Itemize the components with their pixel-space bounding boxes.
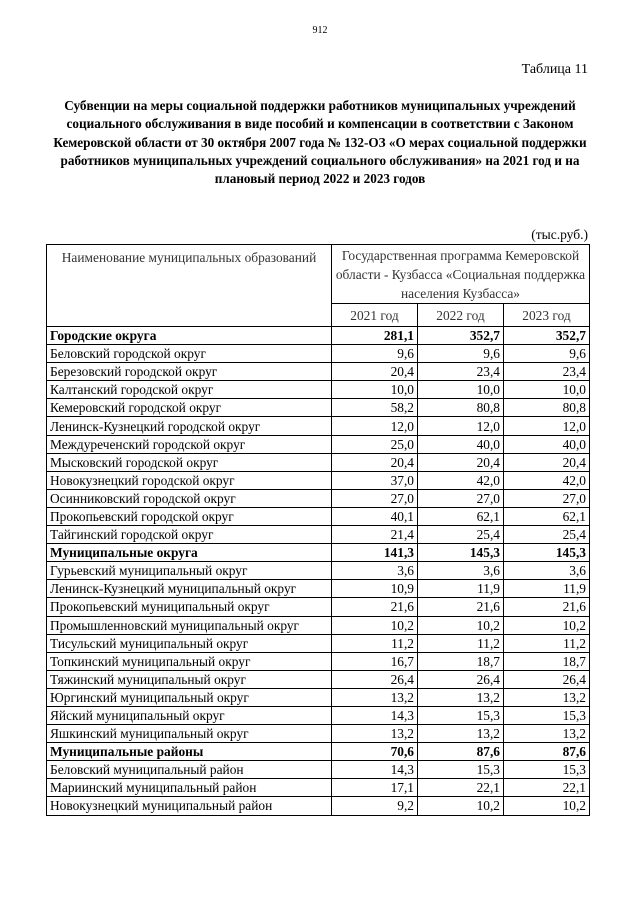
row-name-cell: Междуреченский городской округ: [47, 435, 332, 453]
row-name-cell: Муниципальные районы: [47, 743, 332, 761]
row-value-cell: 15,3: [418, 761, 504, 779]
row-name-cell: Беловский муниципальный район: [47, 761, 332, 779]
row-name-cell: Мариинский муниципальный район: [47, 779, 332, 797]
table-row: [47, 616, 590, 634]
row-value-cell: 13,2: [332, 725, 418, 743]
row-value-cell: 145,3: [418, 544, 504, 562]
row-value-cell: 3,6: [504, 562, 590, 580]
row-value-cell: 58,2: [332, 399, 418, 417]
row-value-cell: 13,2: [504, 725, 590, 743]
row-value-cell: 352,7: [418, 327, 504, 345]
table-row: [47, 453, 590, 471]
row-name-cell: Тисульский муниципальный округ: [47, 634, 332, 652]
table-group-row: [47, 743, 590, 761]
row-value-cell: 9,2: [332, 797, 418, 815]
row-value-cell: 10,0: [418, 381, 504, 399]
row-value-cell: 40,0: [418, 435, 504, 453]
row-value-cell: 40,1: [332, 507, 418, 525]
row-value-cell: 18,7: [418, 652, 504, 670]
subventions-table: [46, 244, 590, 816]
table-row: [47, 634, 590, 652]
document-title: Субвенции на меры социальной поддержки работников муниципальных учреждений социального обслуживания в виде пособий и компенсации в соответствии с Законом Кемеровской области от 30 октября 2007 года № 132-ОЗ «О мерах социальной поддержки работников муниципальных учреждений социального обслуживания» на 2021 год и на плановый период 2022 и 2023 годов: [53, 98, 587, 187]
row-value-cell: 10,9: [332, 580, 418, 598]
row-name-cell: Прокопьевский муниципальный округ: [47, 598, 332, 616]
row-value-cell: 27,0: [504, 489, 590, 507]
column-header-year: 2021 год: [332, 304, 418, 327]
row-value-cell: 10,2: [418, 797, 504, 815]
row-name-cell: Промышленновский муниципальный округ: [47, 616, 332, 634]
table-row: [47, 363, 590, 381]
row-value-cell: 22,1: [418, 779, 504, 797]
table-row: [47, 725, 590, 743]
row-value-cell: 10,2: [504, 616, 590, 634]
row-value-cell: 25,0: [332, 435, 418, 453]
row-value-cell: 40,0: [504, 435, 590, 453]
row-value-cell: 3,6: [332, 562, 418, 580]
row-name-cell: Кемеровский городской округ: [47, 399, 332, 417]
row-value-cell: 13,2: [332, 688, 418, 706]
row-value-cell: 20,4: [332, 453, 418, 471]
table-row: [47, 761, 590, 779]
table-row: [47, 779, 590, 797]
table-header-row: [47, 245, 590, 304]
row-value-cell: 26,4: [418, 670, 504, 688]
column-header-name: Наименование муниципальных образований: [47, 245, 332, 327]
row-value-cell: 12,0: [418, 417, 504, 435]
row-name-cell: Яйский муниципальный округ: [47, 706, 332, 724]
row-value-cell: 15,3: [504, 706, 590, 724]
row-name-cell: Мысковский городской округ: [47, 453, 332, 471]
row-value-cell: 20,4: [418, 453, 504, 471]
row-value-cell: 87,6: [504, 743, 590, 761]
row-value-cell: 26,4: [504, 670, 590, 688]
row-value-cell: 27,0: [332, 489, 418, 507]
table-row: [47, 399, 590, 417]
row-name-cell: Ленинск-Кузнецкий муниципальный округ: [47, 580, 332, 598]
row-value-cell: 141,3: [332, 544, 418, 562]
table-row: [47, 670, 590, 688]
units-label: (тыс.руб.): [531, 227, 588, 242]
row-value-cell: 42,0: [418, 471, 504, 489]
row-value-cell: 12,0: [504, 417, 590, 435]
row-value-cell: 42,0: [504, 471, 590, 489]
table-row: [47, 489, 590, 507]
row-value-cell: 16,7: [332, 652, 418, 670]
row-value-cell: 281,1: [332, 327, 418, 345]
row-name-cell: Березовский городской округ: [47, 363, 332, 381]
row-name-cell: Прокопьевский городской округ: [47, 507, 332, 525]
row-name-cell: Новокузнецкий муниципальный район: [47, 797, 332, 815]
row-value-cell: 22,1: [504, 779, 590, 797]
row-value-cell: 10,2: [504, 797, 590, 815]
table-row: [47, 507, 590, 525]
column-header-program: Государственная программа Кемеровской области - Кузбасса «Социальная поддержка населения Кузбасса»: [332, 245, 590, 304]
row-value-cell: 21,6: [504, 598, 590, 616]
row-value-cell: 10,2: [418, 616, 504, 634]
row-value-cell: 13,2: [504, 688, 590, 706]
row-value-cell: 12,0: [332, 417, 418, 435]
row-name-cell: Осинниковский городской округ: [47, 489, 332, 507]
row-value-cell: 145,3: [504, 544, 590, 562]
table-row: [47, 526, 590, 544]
row-value-cell: 21,6: [332, 598, 418, 616]
row-value-cell: 18,7: [504, 652, 590, 670]
page-number: 912: [312, 25, 328, 36]
row-value-cell: 9,6: [504, 345, 590, 363]
row-value-cell: 15,3: [504, 761, 590, 779]
row-name-cell: Новокузнецкий городской округ: [47, 471, 332, 489]
column-header-year: 2022 год: [418, 304, 504, 327]
row-value-cell: 20,4: [332, 363, 418, 381]
row-value-cell: 21,4: [332, 526, 418, 544]
row-name-cell: Гурьевский муниципальный округ: [47, 562, 332, 580]
row-value-cell: 27,0: [418, 489, 504, 507]
row-value-cell: 9,6: [418, 345, 504, 363]
row-name-cell: Топкинский муниципальный округ: [47, 652, 332, 670]
table-row: [47, 381, 590, 399]
row-value-cell: 87,6: [418, 743, 504, 761]
table-row: [47, 562, 590, 580]
table-label: Таблица 11: [521, 62, 588, 77]
row-value-cell: 25,4: [418, 526, 504, 544]
row-value-cell: 13,2: [418, 688, 504, 706]
row-name-cell: Калтанский городской округ: [47, 381, 332, 399]
row-value-cell: 23,4: [418, 363, 504, 381]
row-value-cell: 352,7: [504, 327, 590, 345]
row-value-cell: 62,1: [504, 507, 590, 525]
row-value-cell: 11,9: [418, 580, 504, 598]
row-value-cell: 62,1: [418, 507, 504, 525]
row-name-cell: Яшкинский муниципальный округ: [47, 725, 332, 743]
row-value-cell: 80,8: [504, 399, 590, 417]
table-row: [47, 652, 590, 670]
row-value-cell: 13,2: [418, 725, 504, 743]
table-row: [47, 580, 590, 598]
row-value-cell: 25,4: [504, 526, 590, 544]
row-value-cell: 80,8: [418, 399, 504, 417]
table-row: [47, 417, 590, 435]
table-row: [47, 435, 590, 453]
table-row: [47, 688, 590, 706]
row-value-cell: 17,1: [332, 779, 418, 797]
row-name-cell: Муниципальные округа: [47, 544, 332, 562]
row-value-cell: 10,2: [332, 616, 418, 634]
row-value-cell: 26,4: [332, 670, 418, 688]
row-name-cell: Тяжинский муниципальный округ: [47, 670, 332, 688]
row-value-cell: 10,0: [332, 381, 418, 399]
row-value-cell: 10,0: [504, 381, 590, 399]
table-body: [47, 327, 590, 816]
table-group-row: [47, 327, 590, 345]
table-row: [47, 345, 590, 363]
row-value-cell: 11,2: [504, 634, 590, 652]
row-value-cell: 11,9: [504, 580, 590, 598]
row-value-cell: 14,3: [332, 761, 418, 779]
row-value-cell: 70,6: [332, 743, 418, 761]
row-value-cell: 14,3: [332, 706, 418, 724]
row-name-cell: Ленинск-Кузнецкий городской округ: [47, 417, 332, 435]
row-value-cell: 11,2: [418, 634, 504, 652]
table-row: [47, 598, 590, 616]
column-header-year: 2023 год: [504, 304, 590, 327]
table-group-row: [47, 544, 590, 562]
table-row: [47, 706, 590, 724]
row-value-cell: 15,3: [418, 706, 504, 724]
row-name-cell: Беловский городской округ: [47, 345, 332, 363]
row-name-cell: Тайгинский городской округ: [47, 526, 332, 544]
table-row: [47, 797, 590, 815]
table-row: [47, 471, 590, 489]
row-value-cell: 21,6: [418, 598, 504, 616]
row-value-cell: 9,6: [332, 345, 418, 363]
row-value-cell: 37,0: [332, 471, 418, 489]
row-name-cell: Городские округа: [47, 327, 332, 345]
row-value-cell: 11,2: [332, 634, 418, 652]
row-value-cell: 20,4: [504, 453, 590, 471]
row-value-cell: 3,6: [418, 562, 504, 580]
row-value-cell: 23,4: [504, 363, 590, 381]
row-name-cell: Юргинский муниципальный округ: [47, 688, 332, 706]
